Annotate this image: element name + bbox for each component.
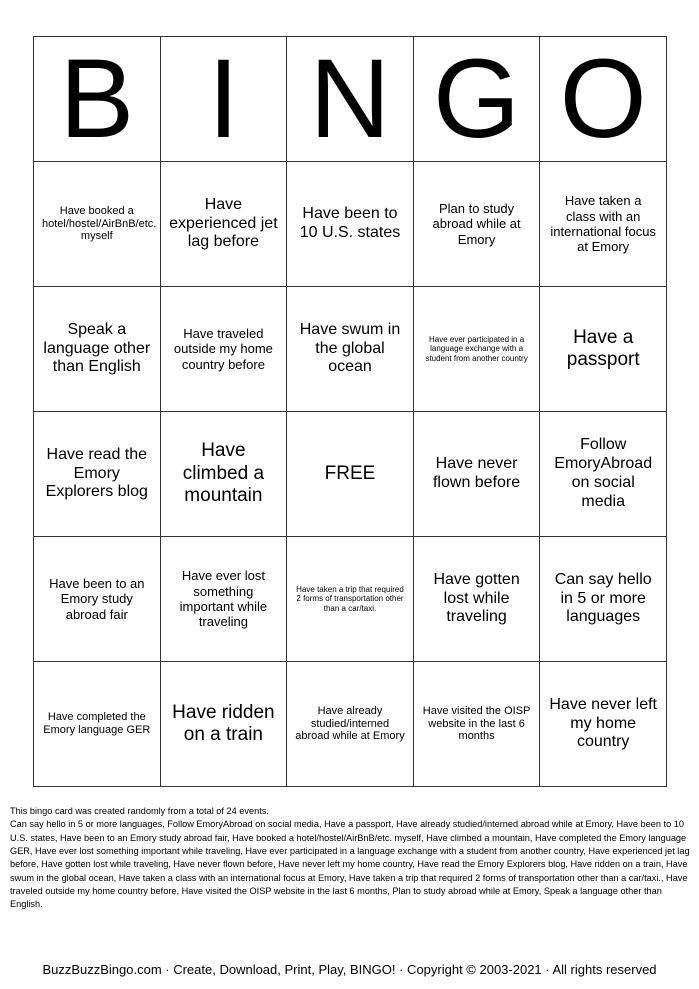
bingo-cell: Have never left my home country (540, 662, 667, 787)
bingo-cell: Have visited the OISP website in the last 6 months (413, 662, 540, 787)
bingo-card (33, 36, 667, 787)
bingo-cell: Follow EmoryAbroad on social media (540, 412, 667, 537)
header-letter-b: B (34, 37, 161, 162)
bingo-cell: Can say hello in 5 or more languages (540, 537, 667, 662)
bingo-cell: Have completed the Emory language GER (34, 662, 161, 787)
bingo-cell: Have taken a trip that required 2 forms of transportation other than a car/taxi. (287, 537, 414, 662)
bingo-cell: Have been to an Emory study abroad fair (34, 537, 161, 662)
copyright-notice: BuzzBuzzBingo.com · Create, Download, Print, Play, BINGO! · Copyright © 2003-2021 · All rights reserved (42, 962, 657, 977)
header-letter-i: I (160, 37, 287, 162)
header-letter-o: O (540, 37, 667, 162)
bingo-cell: Have ridden on a train (160, 662, 287, 787)
bingo-cell: Have ever lost something important while traveling (160, 537, 287, 662)
bingo-cell: Have already studied/interned abroad while at Emory (287, 662, 414, 787)
bingo-row (34, 287, 667, 412)
bingo-cell: Have booked a hotel/hostel/AirBnB/etc. myself (34, 162, 161, 287)
header-letter-g: G (413, 37, 540, 162)
bingo-cell: Have gotten lost while traveling (413, 537, 540, 662)
bingo-row (34, 662, 667, 787)
bingo-cell: Have read the Emory Explorers blog (34, 412, 161, 537)
header-letter-n: N (287, 37, 414, 162)
bingo-cell: Speak a language other than English (34, 287, 161, 412)
bingo-cell: Have climbed a mountain (160, 412, 287, 537)
card-info (10, 805, 692, 912)
bingo-cell: Have swum in the global ocean (287, 287, 414, 412)
bingo-header-row (34, 37, 667, 162)
bingo-cell: Have experienced jet lag before (160, 162, 287, 287)
bingo-row (34, 162, 667, 287)
event-list: Can say hello in 5 or more languages, Follow EmoryAbroad on social media, Have a passport, Have already studied/interned abroad while at Emory, Have been to 10 U.S. states, Have been to an Emory study abroad fair, Have booked a hotel/hostel/AirBnB/etc. myself, Have climbed a mountain, Have completed the Emory language GER, Have ever lost something important while traveling, Have ever participated in a language exchange with a student from another country, Have experienced jet lag before, Have gotten lost while traveling, Have never flown before, Have never left my home country, Have read the Emory Explorers blog, Have ridden on a train, Have swum in the global ocean, Have taken a class with an international focus at Emory, Have taken a trip that required 2 forms of transportation other than a car/taxi., Have traveled outside my home country before, Have visited the OISP website in the last 6 months, Plan to study abroad while at Emory, Speak a language other than English. (10, 819, 690, 910)
bingo-cell: Have ever participated in a language exchange with a student from another country (413, 287, 540, 412)
bingo-cell: Plan to study abroad while at Emory (413, 162, 540, 287)
bingo-cell: Have never flown before (413, 412, 540, 537)
card-summary: This bingo card was created randomly from a total of 24 events. (10, 806, 269, 816)
bingo-row (34, 537, 667, 662)
bingo-cell: Have been to 10 U.S. states (287, 162, 414, 287)
bingo-row (34, 412, 667, 537)
bingo-cell: Have taken a class with an international focus at Emory (540, 162, 667, 287)
bingo-cell: Have traveled outside my home country before (160, 287, 287, 412)
bingo-free-cell: FREE (287, 412, 414, 537)
bingo-cell: Have a passport (540, 287, 667, 412)
